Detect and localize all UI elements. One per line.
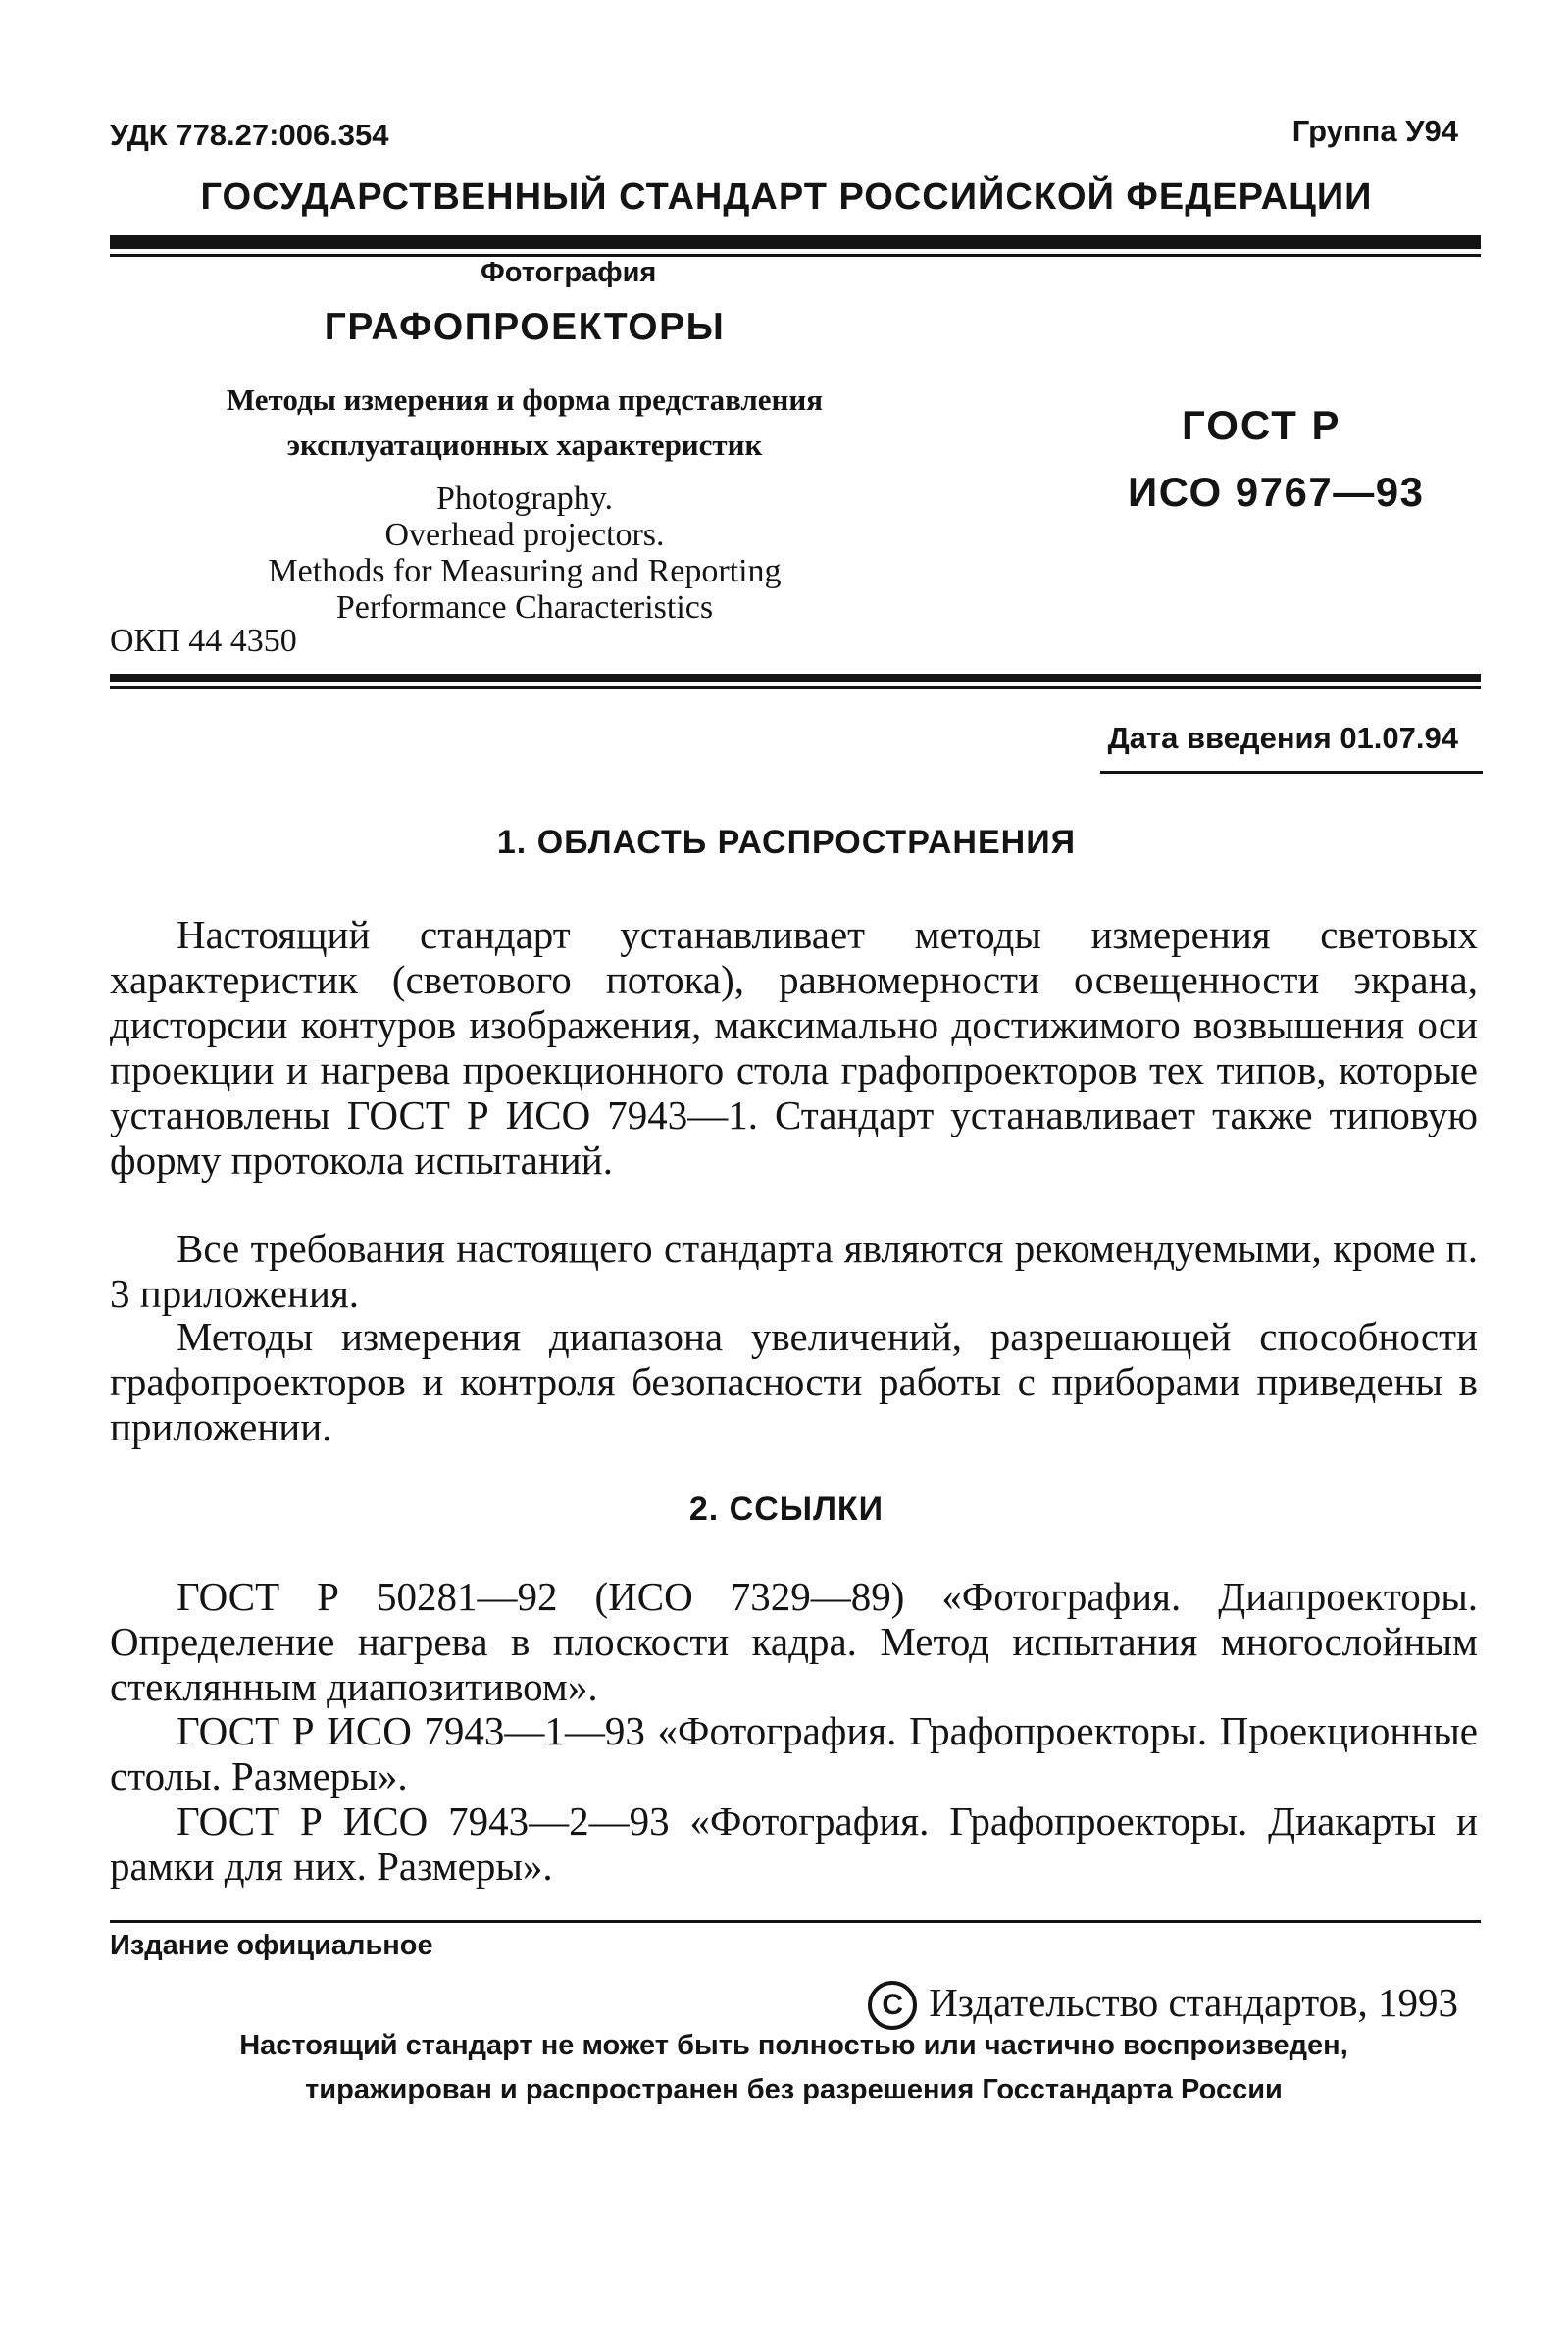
- document-title: ГРАФОПРОЕКТОРЫ: [324, 306, 726, 348]
- subtitle-ru-line: эксплуатационных характеристик: [286, 428, 763, 462]
- top-rule-thick: [110, 235, 1481, 249]
- subtitle-russian: [108, 378, 941, 468]
- group-code: Группа У94: [1291, 114, 1458, 148]
- middle-rule-thin: [110, 686, 1481, 689]
- reference-item: ГОСТ Р 50281—92 (ИСО 7329—89) «Фотография. Диапроекторы. Определение нагрева в плоскости кадра. Метод испытания многослойным стеклянным диапозитивом».: [110, 1574, 1478, 1709]
- reproduction-notice-line1: Настоящий стандарт не может быть полностью или частично воспроизведен,: [239, 2030, 1348, 2061]
- okp-code: ОКП 44 4350: [110, 623, 297, 659]
- subject-label: Фотография: [481, 257, 657, 288]
- gost-designation-line2: ИСО 9767—93: [1128, 469, 1425, 515]
- bottom-rule: [110, 1920, 1481, 1923]
- middle-rule-thick: [110, 674, 1481, 682]
- state-standard-heading: ГОСУДАРСТВЕННЫЙ СТАНДАРТ РОССИЙСКОЙ ФЕДЕРАЦИИ: [200, 177, 1373, 218]
- scope-paragraph: Настоящий стандарт устанавливает методы измерения световых характеристик (светового потока), равномерности освещенности экрана, дисторсии контуров изображения, максимально достижимого возвышения оси проекции и нагрева проекционного стола графопроекторов тех типов, которые установлены ГОСТ Р ИСО 7943—1. Стандарт устанавливает также типовую форму протокола испытаний.: [110, 912, 1478, 1183]
- date-of-introduction: Дата введения 01.07.94: [1107, 721, 1458, 755]
- section-heading-references: 2. ССЫЛКИ: [688, 1491, 885, 1528]
- reproduction-notice-line2: тиражирован и распространен без разрешения Госстандарта России: [305, 2074, 1283, 2105]
- subtitle-en-line: Photography.: [435, 480, 614, 517]
- copyright-line: [868, 1979, 1458, 2030]
- reference-item: ГОСТ Р ИСО 7943—2—93 «Фотография. Графопроекторы. Диакарты и рамки для них. Размеры».: [110, 1798, 1478, 1889]
- udk-code: УДК 778.27:006.354: [110, 118, 389, 152]
- reference-item: ГОСТ Р ИСО 7943—1—93 «Фотография. Графопроекторы. Проекционные столы. Размеры».: [110, 1708, 1478, 1798]
- gost-designation-line1: ГОСТ Р: [1182, 402, 1341, 448]
- subtitle-en-line: Methods for Measuring and Reporting: [268, 553, 782, 589]
- subtitle-en-line: Performance Characteristics: [335, 589, 714, 626]
- subtitle-ru-line: Методы измерения и форма представления: [226, 382, 824, 417]
- scope-paragraph: Методы измерения диапазона увеличений, разрешающей способности графопроекторов и контроля безопасности работы с приборами приведены в приложении.: [110, 1314, 1478, 1449]
- section-heading-scope: 1. ОБЛАСТЬ РАСПРОСТРАНЕНИЯ: [496, 824, 1077, 861]
- subtitle-english: [108, 480, 941, 626]
- scope-paragraph: Все требования настоящего стандарта являются рекомендуемыми, кроме п. 3 приложения.: [110, 1226, 1478, 1316]
- subtitle-en-line: Overhead projectors.: [384, 517, 665, 553]
- copyright-icon: C: [868, 1981, 917, 2030]
- copyright-text: Издательство стандартов, 1993: [929, 1980, 1458, 2025]
- top-rule-thin: [110, 254, 1481, 257]
- edition-label: Издание официальное: [110, 1930, 433, 1961]
- date-underline: [1100, 771, 1483, 774]
